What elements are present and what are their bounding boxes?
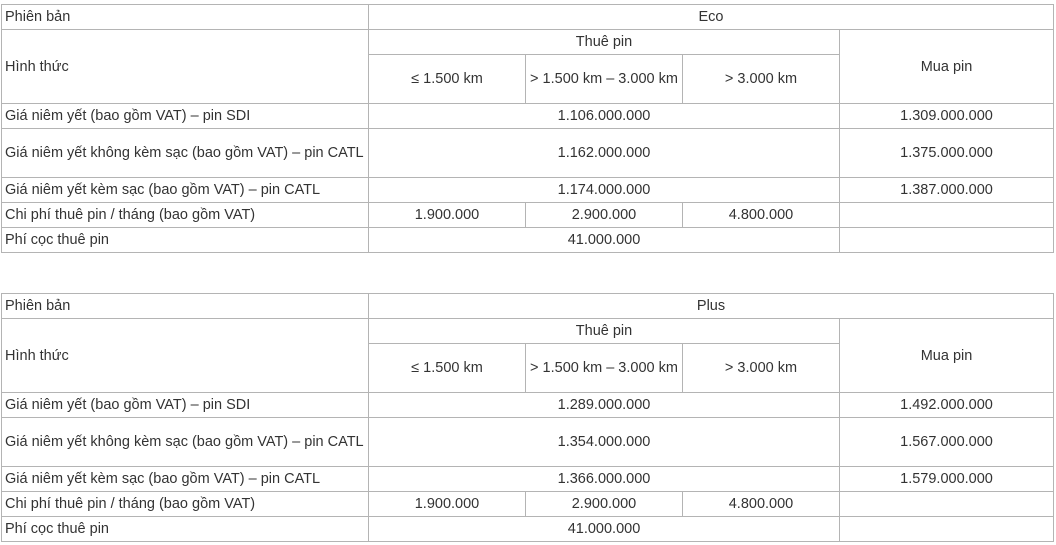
buy-price: 1.375.000.000 bbox=[840, 129, 1054, 178]
rent-price: 1.366.000.000 bbox=[369, 467, 840, 492]
row-label: Giá niêm yết không kèm sạc (bao gồm VAT) – pin CATL bbox=[2, 418, 369, 467]
row-label: Giá niêm yết kèm sạc (bao gồm VAT) – pin CATL bbox=[2, 178, 369, 203]
rent-price: 1.289.000.000 bbox=[369, 393, 840, 418]
table-row bbox=[2, 393, 1054, 418]
table-row bbox=[2, 492, 1054, 517]
row-label: Chi phí thuê pin / tháng (bao gồm VAT) bbox=[2, 203, 369, 228]
empty-cell bbox=[840, 228, 1054, 253]
table-row bbox=[2, 467, 1054, 492]
monthly-fee: 4.800.000 bbox=[683, 203, 840, 228]
buy-price: 1.579.000.000 bbox=[840, 467, 1054, 492]
tier-header: > 1.500 km – 3.000 km bbox=[526, 55, 683, 104]
tier-header: > 3.000 km bbox=[683, 55, 840, 104]
table-row bbox=[2, 228, 1054, 253]
buy-price: 1.387.000.000 bbox=[840, 178, 1054, 203]
table-row bbox=[2, 30, 1054, 55]
tier-header: > 3.000 km bbox=[683, 344, 840, 393]
rent-price: 1.106.000.000 bbox=[369, 104, 840, 129]
buy-label: Mua pin bbox=[840, 319, 1054, 393]
monthly-fee: 1.900.000 bbox=[369, 203, 526, 228]
row-label: Chi phí thuê pin / tháng (bao gồm VAT) bbox=[2, 492, 369, 517]
table-row bbox=[2, 129, 1054, 178]
rent-price: 1.354.000.000 bbox=[369, 418, 840, 467]
row-label: Giá niêm yết (bao gồm VAT) – pin SDI bbox=[2, 104, 369, 129]
rent-label: Thuê pin bbox=[369, 319, 840, 344]
row-label: Giá niêm yết kèm sạc (bao gồm VAT) – pin CATL bbox=[2, 467, 369, 492]
row-label: Giá niêm yết (bao gồm VAT) – pin SDI bbox=[2, 393, 369, 418]
version-name: Eco bbox=[369, 5, 1054, 30]
table-row bbox=[2, 294, 1054, 319]
table-row bbox=[2, 104, 1054, 129]
form-label: Hình thức bbox=[2, 319, 369, 393]
version-label: Phiên bản bbox=[2, 294, 369, 319]
monthly-fee: 2.900.000 bbox=[526, 203, 683, 228]
empty-cell bbox=[840, 203, 1054, 228]
buy-price: 1.567.000.000 bbox=[840, 418, 1054, 467]
rent-label: Thuê pin bbox=[369, 30, 840, 55]
empty-cell bbox=[840, 517, 1054, 542]
form-label: Hình thức bbox=[2, 30, 369, 104]
version-label: Phiên bản bbox=[2, 5, 369, 30]
table-row bbox=[2, 5, 1054, 30]
row-label: Phí cọc thuê pin bbox=[2, 228, 369, 253]
buy-label: Mua pin bbox=[840, 30, 1054, 104]
rent-price: 1.162.000.000 bbox=[369, 129, 840, 178]
deposit-fee: 41.000.000 bbox=[369, 228, 840, 253]
empty-cell bbox=[840, 492, 1054, 517]
monthly-fee: 2.900.000 bbox=[526, 492, 683, 517]
monthly-fee: 4.800.000 bbox=[683, 492, 840, 517]
deposit-fee: 41.000.000 bbox=[369, 517, 840, 542]
buy-price: 1.492.000.000 bbox=[840, 393, 1054, 418]
row-label: Phí cọc thuê pin bbox=[2, 517, 369, 542]
table-row bbox=[2, 203, 1054, 228]
table-row bbox=[2, 517, 1054, 542]
version-name: Plus bbox=[369, 294, 1054, 319]
monthly-fee: 1.900.000 bbox=[369, 492, 526, 517]
price-table-eco bbox=[1, 4, 1054, 253]
row-label: Giá niêm yết không kèm sạc (bao gồm VAT) – pin CATL bbox=[2, 129, 369, 178]
tier-header: ≤ 1.500 km bbox=[369, 55, 526, 104]
price-table-plus bbox=[1, 293, 1054, 542]
buy-price: 1.309.000.000 bbox=[840, 104, 1054, 129]
tier-header: > 1.500 km – 3.000 km bbox=[526, 344, 683, 393]
rent-price: 1.174.000.000 bbox=[369, 178, 840, 203]
table-row bbox=[2, 319, 1054, 344]
tier-header: ≤ 1.500 km bbox=[369, 344, 526, 393]
table-row bbox=[2, 178, 1054, 203]
table-row bbox=[2, 418, 1054, 467]
